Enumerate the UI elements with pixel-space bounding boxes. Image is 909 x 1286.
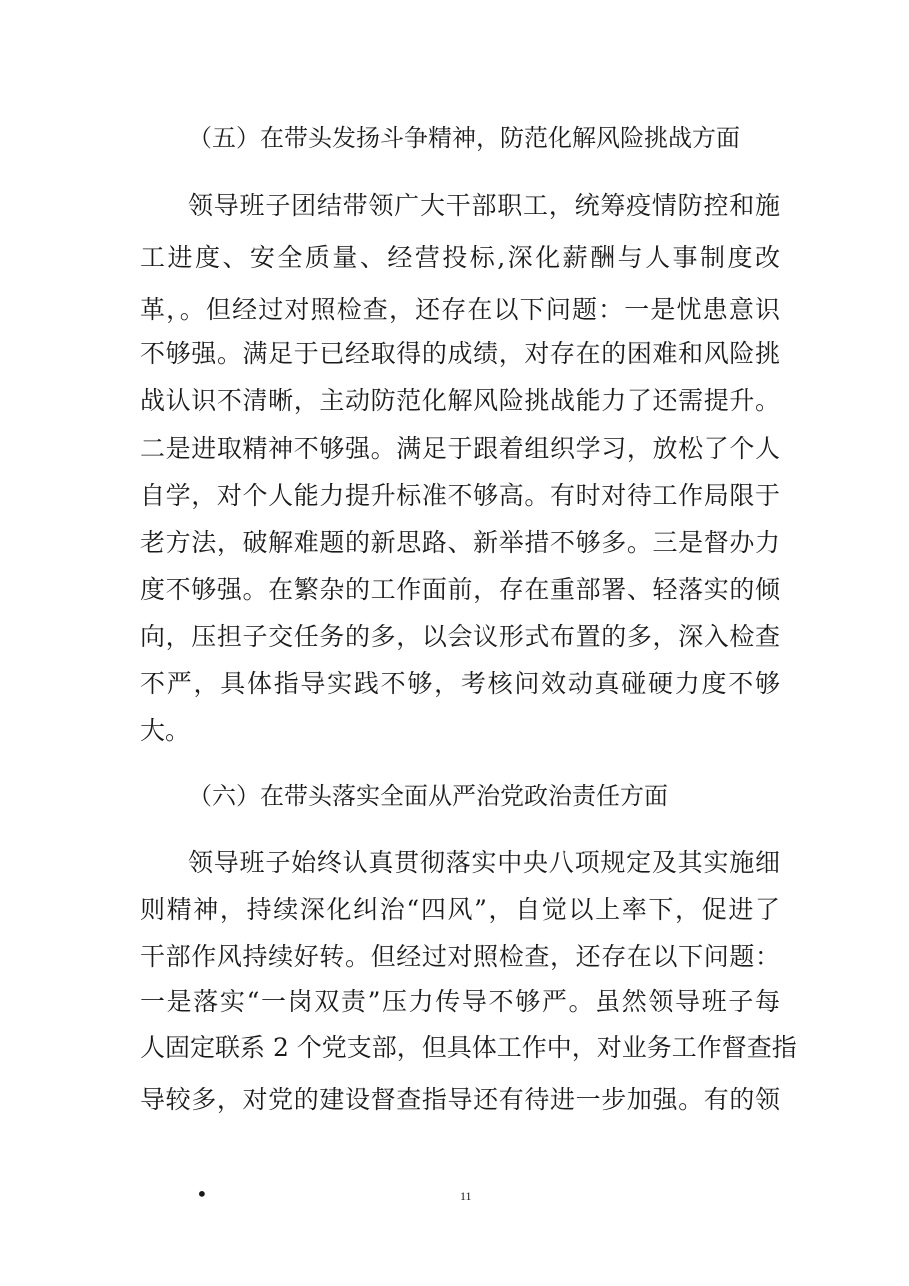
footer-bullet: • <box>196 1182 208 1206</box>
paragraph-line: 大。 <box>140 716 191 745</box>
paragraph-line: 工进度、安全质量、经营投标,深化薪酬与人事制度改 <box>140 243 780 272</box>
paragraph-line: 干部作风持续好转。但经过对照检查，还存在以下问题： <box>140 942 780 971</box>
paragraph-line: 一是落实“一岗双责”压力传导不够严。虽然领导班子每 <box>140 987 780 1016</box>
section-6-heading: （六）在带头落实全面从严治党政治责任方面 <box>188 782 668 810</box>
paragraph-line: 度不够强。在繁杂的工作面前，存在重部署、轻落实的倾 <box>140 575 780 604</box>
paragraph-line: 革，。但经过对照检查，还存在以下问题：一是忧患意识 <box>140 295 780 324</box>
paragraph-line: 二是进取精神不够强。满足于跟着组织学习，放松了个人 <box>140 434 780 463</box>
paragraph-line: 则精神，持续深化纠治“四风”，自觉以上率下，促进了 <box>140 895 780 924</box>
paragraph-line: 老方法，破解难题的新思路、新举措不够多。三是督办力 <box>140 528 780 557</box>
paragraph-line: 不够强。满足于已经取得的成绩，对存在的困难和风险挑 <box>140 339 780 368</box>
paragraph-line: 战认识不清晰，主动防范化解风险挑战能力了还需提升。 <box>140 386 780 415</box>
paragraph-line: 向，压担子交任务的多，以会议形式布置的多，深入检查 <box>140 622 780 651</box>
paragraph-line: 导较多，对党的建设督查指导还有待进一步加强。有的领 <box>140 1085 780 1114</box>
section-5-heading: （五）在带头发扬斗争精神，防范化解风险挑战方面 <box>188 124 740 152</box>
page-number: 11 <box>460 1189 472 1203</box>
paragraph-line: 不严，具体指导实践不够，考核问效动真碰硬力度不够 <box>140 669 780 698</box>
paragraph-line: 领导班子始终认真贯彻落实中央八项规定及其实施细 <box>188 848 780 877</box>
paragraph-line: 领导班子团结带领广大干部职工，统筹疫情防控和施 <box>188 191 780 220</box>
paragraph-line: 人固定联系 2 个党支部，但具体工作中，对业务工作督查指 <box>140 1033 797 1062</box>
paragraph-line: 自学，对个人能力提升标准不够高。有时对待工作局限于 <box>140 481 780 510</box>
